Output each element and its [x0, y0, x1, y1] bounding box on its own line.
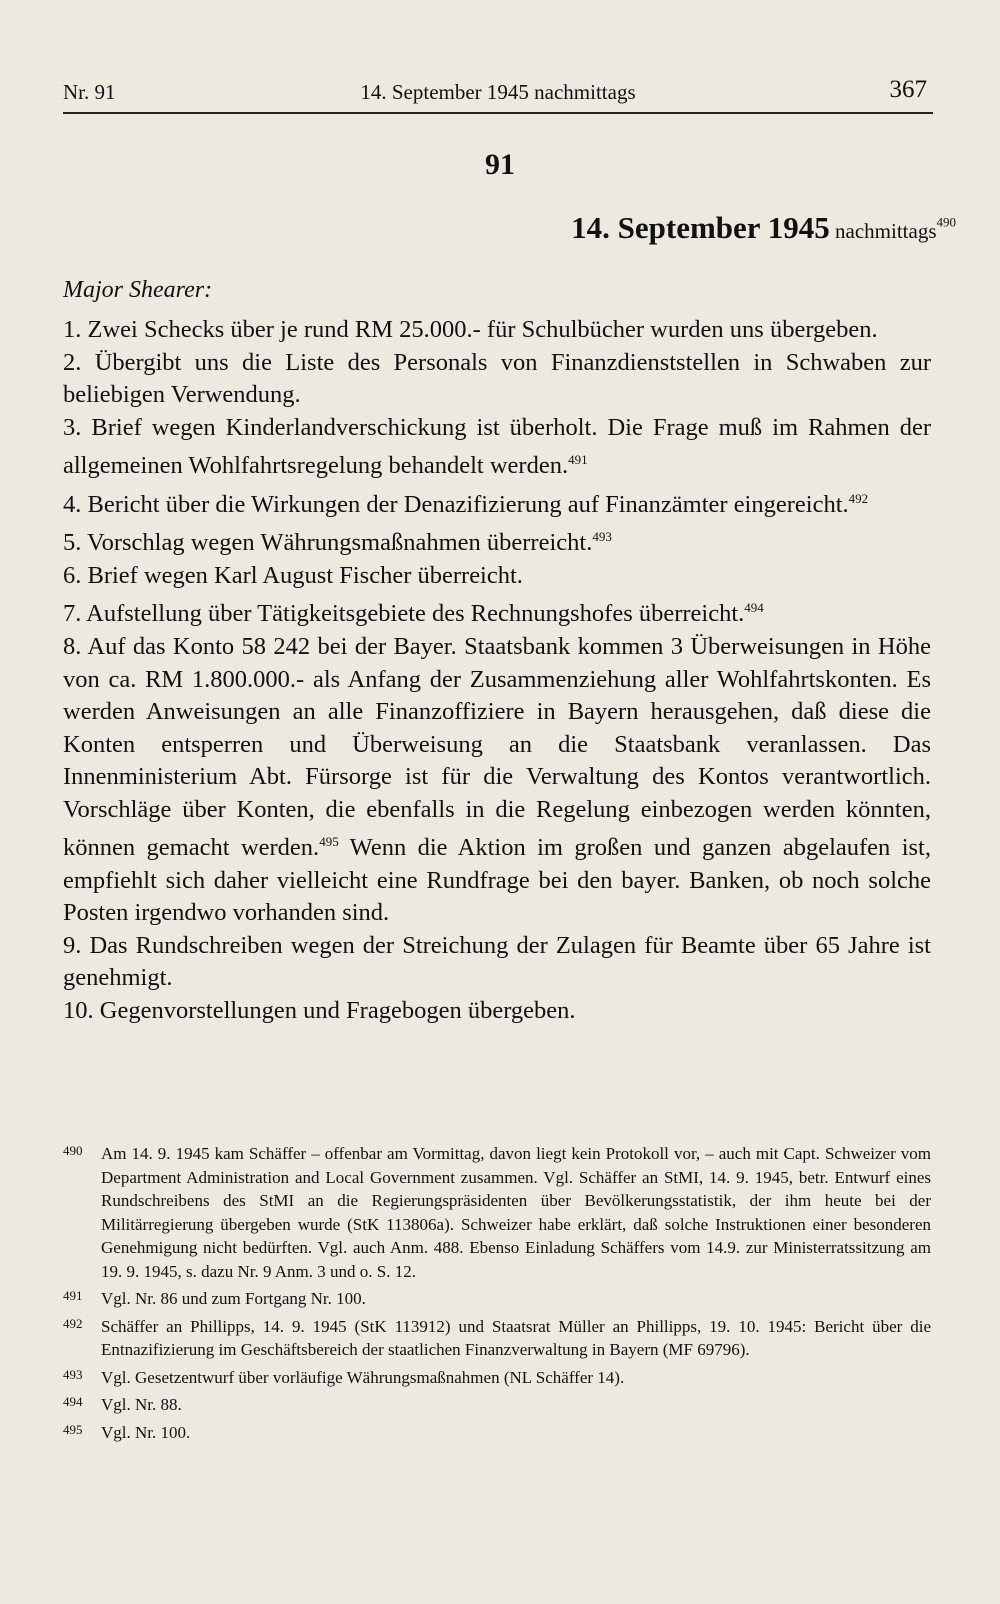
speaker-label: Major Shearer: [63, 277, 213, 303]
list-item [63, 592, 931, 631]
document-date: 14. September 1945 [571, 210, 830, 245]
footnote-number: 493 [63, 1366, 83, 1382]
footnote [63, 1366, 931, 1390]
document-number: 91 [485, 148, 515, 181]
footnote-text: Schäffer an Phillipps, 14. 9. 1945 (StK 113912) und Staatsrat Müller an Phillipps, 19. 10. 1945: Bericht über die Entnazifizierung im Geschäftsbereich der staatlichen Finanzverwaltung in Bayern (MF 69796). [101, 1316, 931, 1359]
footnote-text: Vgl. Nr. 88. [101, 1395, 182, 1414]
footnote-number: 495 [63, 1421, 83, 1437]
item-text: 7. Aufstellung über Tätigkeitsgebiete des Rechnungshofes überreicht. [63, 600, 745, 628]
item-text: 10. Gegenvorstellungen und Fragebogen übergeben. [63, 996, 576, 1024]
running-head-doc-number: Nr. 91 [63, 80, 116, 104]
item-text: 4. Bericht über die Wirkungen der Denazifizierung auf Finanzämter eingereicht. [63, 490, 849, 518]
footnote-ref: 495 [319, 834, 339, 850]
list-item [63, 483, 931, 522]
footnote-number: 491 [63, 1288, 83, 1303]
footnote-text: Am 14. 9. 1945 kam Schäffer – offenbar am Vormittag, davon liegt kein Protokoll vor, – auch mit Capt. Schweizer vom Department Administration and Local Government zusammen. Vgl. Schäffer an StMI, 14. 9. 1945, betr. Entwurf eines Rundschreibens des StMI an die Regierungspräsidenten über Bevölkerungsstatistik, der ihm heute bei der Militärregierung übergeben wurde (StK 113806a). Schweizer habe erklärt, daß solche Instruktionen einer besonderen Genehmigung nicht bedürften. Vgl. auch Anm. 488. Ebenso Einladung Schäffers vom 14.9. zur Ministerratssitzung am 19. 9. 1945, s. dazu Nr. 9 Anm. 3 und o. S. 12. [101, 1144, 931, 1281]
item-text: 6. Brief wegen Karl August Fischer überreicht. [63, 561, 523, 589]
main-text [63, 314, 931, 1027]
footnote-ref: 494 [744, 600, 764, 616]
running-head-date: 14. September 1945 nachmittags [360, 80, 636, 104]
footnote-number: 490 [63, 1143, 83, 1158]
footnote-number: 494 [63, 1394, 83, 1409]
list-item [63, 314, 931, 347]
footnote-text: Vgl. Nr. 86 und zum Fortgang Nr. 100. [101, 1289, 366, 1308]
list-item [63, 631, 931, 930]
footnote-ref: 491 [568, 452, 588, 467]
list-item [63, 560, 931, 593]
footnote-text: Vgl. Gesetzentwurf über vorläufige Währungsmaßnahmen (NL Schäffer 14). [101, 1367, 625, 1387]
list-item [63, 995, 931, 1028]
list-item [63, 412, 931, 483]
footnote-ref: 492 [848, 490, 869, 506]
item-text: 3. Brief wegen Kinderlandverschickung ist überholt. Die Frage muß im Rahmen der allgemeinen Wohlfahrtsregelung behandelt werden. [63, 413, 931, 480]
footnote-number: 492 [63, 1315, 83, 1331]
footnote [63, 1315, 931, 1362]
footnotes [63, 1142, 931, 1448]
item-text: 8. Auf das Konto 58 242 bei der Bayer. Staatsbank kommen 3 Überweisungen in Höhe von ca. RM 1.800.000.- als Anfang der Zusammenziehung aller Wohlfahrtskonten. Es werden Anweisungen an alle Finanzoffiziere in Bayern herausgehen, daß diese die Konten entsperren und Überweisung an die Staatsbank veranlassen. Das Innenministerium Abt. Fürsorge ist für die Verwaltung des Kontos verantwortlich. Vorschläge über Konten, die ebenfalls in die Regelung einbezogen werden könnten, können gemacht werden. [63, 633, 931, 862]
footnote [63, 1287, 931, 1311]
footnote-ref: 490 [936, 214, 956, 230]
footnote [63, 1393, 931, 1417]
item-text: 2. Übergibt uns die Liste des Personals von Finanzdienststellen in Schwaben zur beliebigen Verwendung. [63, 348, 931, 408]
running-head [63, 76, 933, 114]
footnote-text: Vgl. Nr. 100. [101, 1422, 191, 1442]
list-item [63, 521, 931, 560]
document-date-heading [571, 210, 956, 246]
item-text: 1. Zwei Schecks über je rund RM 25.000.- für Schulbücher wurden uns übergeben. [63, 316, 878, 343]
footnote-ref: 493 [592, 529, 612, 545]
item-text: 9. Das Rundschreiben wegen der Streichung der Zulagen für Beamte über 65 Jahre ist genehmigt. [63, 931, 931, 992]
list-item [63, 930, 931, 995]
list-item [63, 347, 931, 412]
item-text: 5. Vorschlag wegen Währungsmaßnahmen überreicht. [63, 529, 593, 557]
footnote [63, 1142, 931, 1283]
footnote [63, 1421, 931, 1445]
item-text-continued: Wenn die Aktion im großen und ganzen abgelaufen ist, empfiehlt sich daher vielleicht eine Rundfrage bei den bayer. Banken, ob noch solche Posten irgendwo vorhanden sind. [63, 834, 931, 927]
page-number: 367 [889, 76, 927, 103]
document-date-suffix: nachmittags [829, 219, 937, 243]
